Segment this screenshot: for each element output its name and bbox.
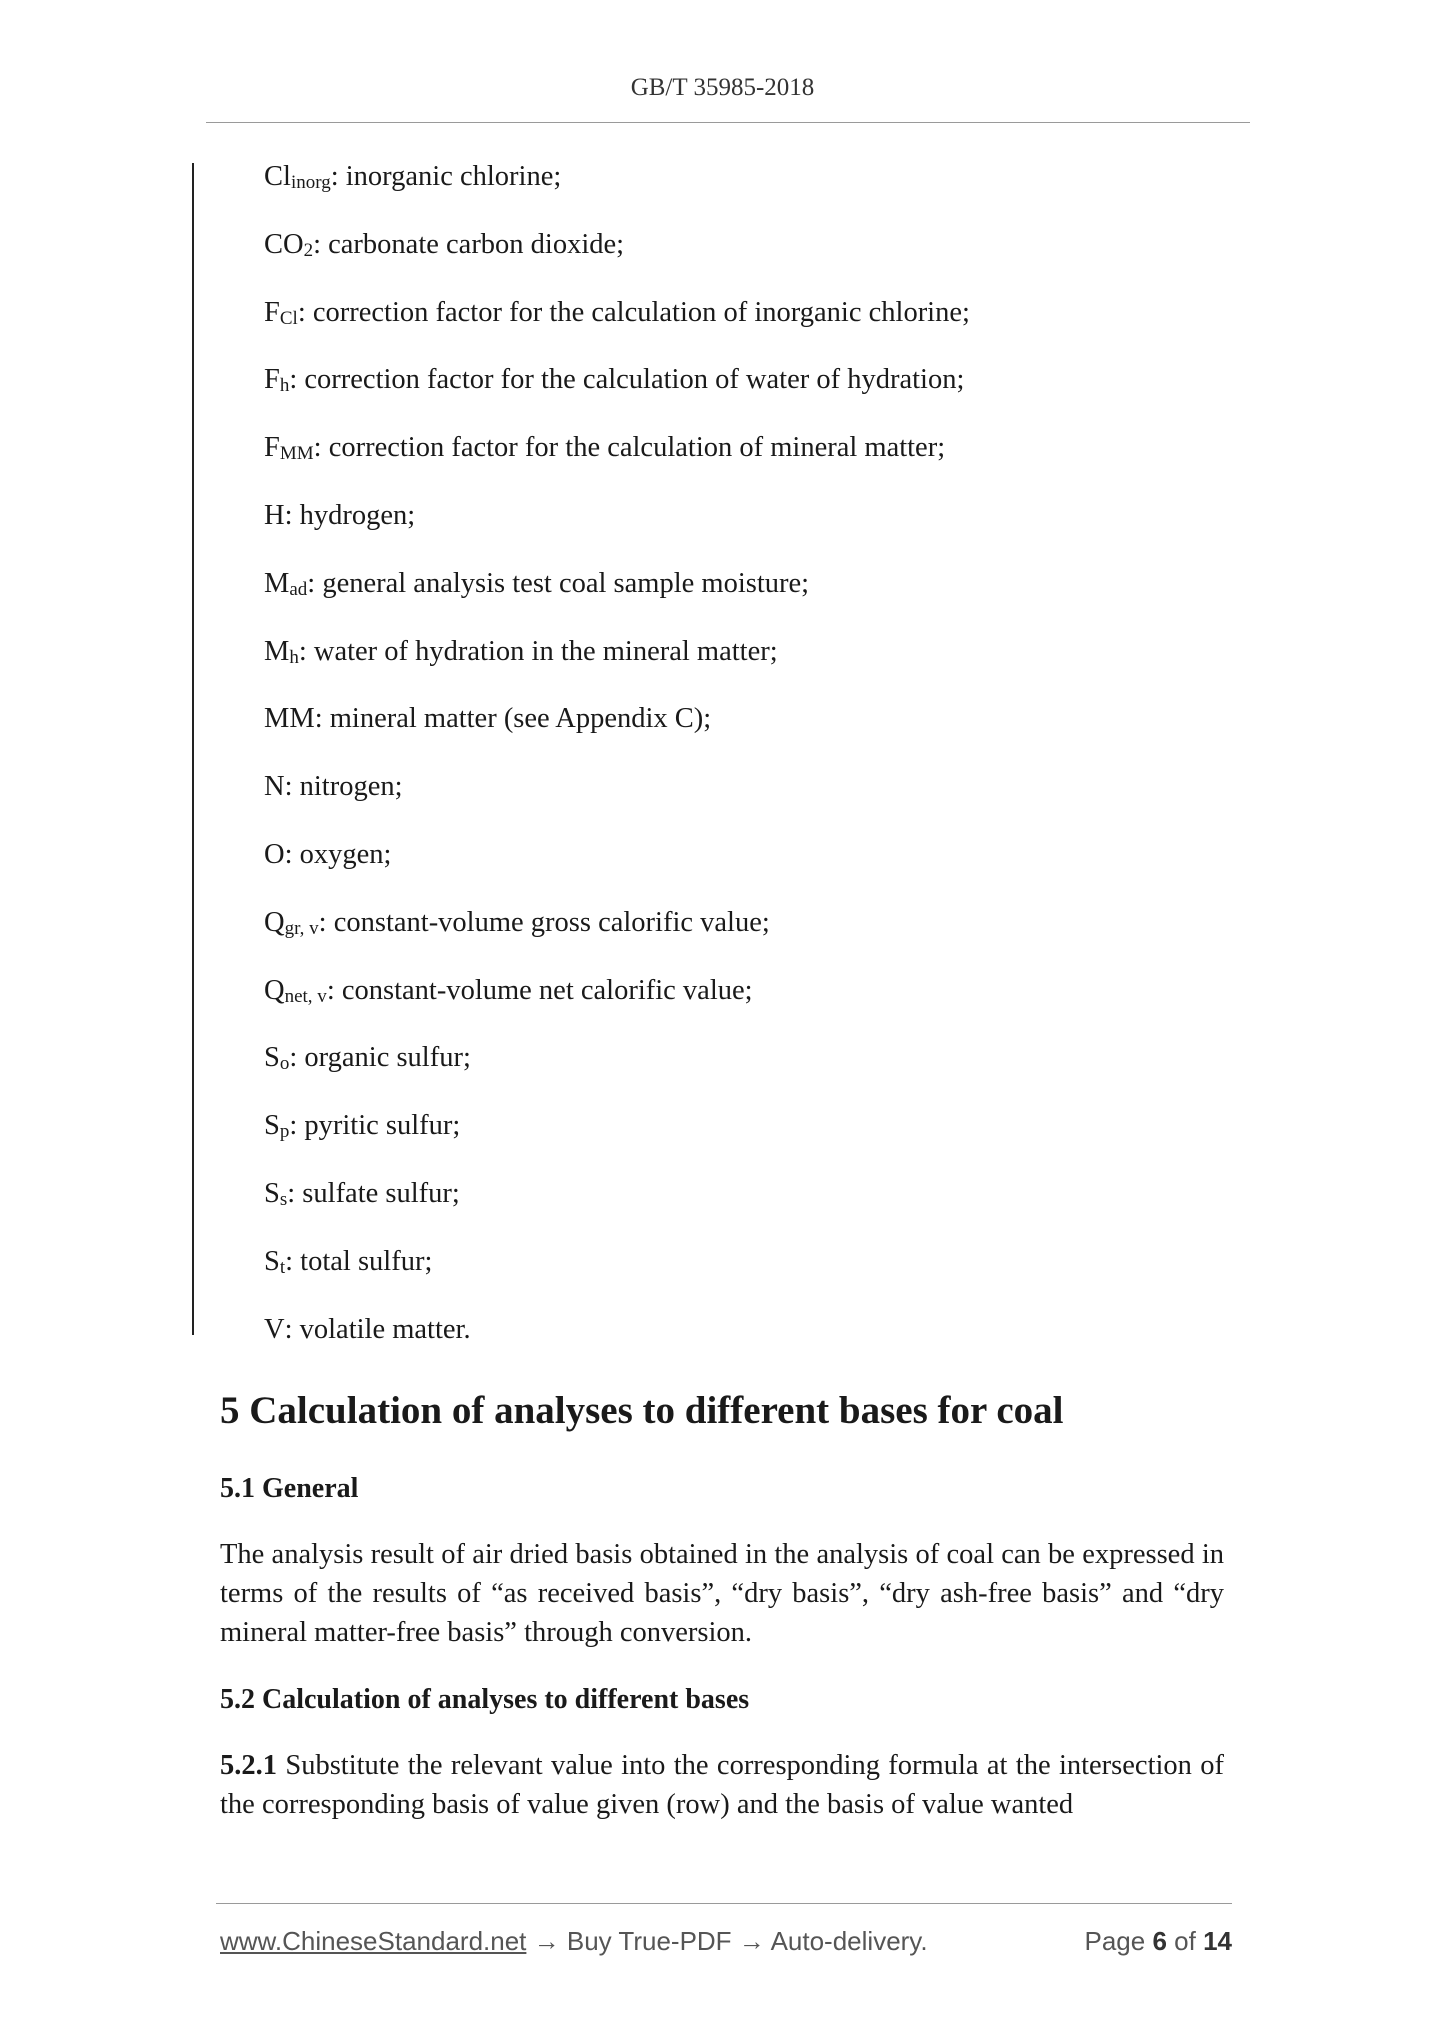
symbol-item <box>264 1104 970 1172</box>
symbol-item <box>264 494 970 562</box>
running-header: GB/T 35985-2018 <box>630 74 815 101</box>
symbol-subscript: gr, v <box>284 917 319 939</box>
symbol-definition: : nitrogen; <box>284 771 403 803</box>
symbol-subscript: MM <box>279 443 314 465</box>
symbol-definition: : organic sulfur; <box>289 1042 471 1074</box>
symbol-subscript: s <box>279 1188 288 1210</box>
symbol-definition: : oxygen; <box>284 838 392 870</box>
symbol-item <box>264 291 970 359</box>
page-footer <box>220 1926 1232 1957</box>
symbol-item <box>264 630 970 698</box>
symbol-subscript: p <box>279 1121 290 1143</box>
clause-number: 5.2.1 <box>220 1750 277 1781</box>
symbol-subscript: net, v <box>284 985 327 1007</box>
symbol-definition: : total sulfur; <box>285 1245 433 1277</box>
symbol-item <box>264 1172 970 1240</box>
page-of: of <box>1174 1926 1196 1956</box>
symbol-definition: : constant-volume gross calorific value; <box>318 906 770 938</box>
symbol-subscript: h <box>289 646 299 668</box>
symbol-definition: : mineral matter (see Appendix C); <box>314 703 712 735</box>
symbol-definition: : pyritic sulfur; <box>289 1110 461 1142</box>
symbol-item <box>264 1036 970 1104</box>
page-current: 6 <box>1152 1926 1167 1956</box>
symbol-definition: : hydrogen; <box>284 499 416 531</box>
change-bar <box>192 163 194 1335</box>
symbol-item <box>264 155 970 223</box>
symbol-definition: : correction factor for the calculation of water of hydration; <box>289 364 965 396</box>
clause-text: Substitute the relevant value into the corresponding formula at the intersection of the corresponding basis of value given (row) and the basis of value wanted <box>220 1750 1224 1820</box>
page-label: Page <box>1084 1926 1146 1956</box>
symbol-base: MM <box>264 703 315 735</box>
symbol-item <box>264 1240 970 1308</box>
footer-tagline: → Buy True-PDF → Auto-delivery. <box>526 1926 928 1956</box>
symbol-base: M <box>264 635 290 667</box>
symbol-base: F <box>264 296 280 328</box>
symbol-base: Q <box>264 974 285 1006</box>
symbol-definition: : inorganic chlorine; <box>330 161 562 192</box>
symbol-base: Q <box>264 906 285 938</box>
symbol-base: V <box>264 1313 285 1345</box>
symbol-definition: : volatile matter. <box>284 1313 471 1345</box>
page-total: 14 <box>1203 1926 1232 1956</box>
section-5 <box>220 1385 1224 1824</box>
symbol-base: F <box>264 364 280 396</box>
symbol-definition: : correction factor for the calculation of inorganic chlorine; <box>297 296 970 328</box>
symbol-item <box>264 833 970 901</box>
symbol-subscript: h <box>279 375 290 397</box>
symbol-item <box>264 426 970 494</box>
symbol-definition: : water of hydration in the mineral matter; <box>298 635 778 667</box>
symbol-subscript: o <box>279 1053 290 1075</box>
symbol-subscript: inorg <box>290 172 331 193</box>
symbol-base: O <box>264 838 285 870</box>
symbol-item <box>264 1308 970 1376</box>
section-5-1-heading: 5.1 General <box>220 1473 359 1504</box>
symbol-base: N <box>264 771 285 803</box>
symbol-item <box>264 358 970 426</box>
symbol-item <box>264 223 970 291</box>
header-divider <box>206 122 1250 123</box>
symbol-definition: : general analysis test coal sample moisture; <box>307 567 810 599</box>
symbol-base: S <box>264 1110 280 1142</box>
symbol-base: S <box>264 1042 280 1074</box>
symbol-subscript: ad <box>289 578 308 600</box>
section-5-2-heading: 5.2 Calculation of analyses to different bases <box>220 1684 750 1715</box>
section-5-heading: 5 Calculation of analyses to different bases for coal <box>220 1389 1064 1432</box>
symbol-subscript: t <box>279 1256 286 1278</box>
symbol-item <box>264 765 970 833</box>
symbol-base: M <box>264 567 290 599</box>
symbol-definition: : constant-volume net calorific value; <box>326 974 753 1006</box>
symbol-base: S <box>264 1245 280 1277</box>
symbol-item <box>264 697 970 765</box>
symbol-base: Cl <box>264 161 291 192</box>
footer-divider <box>216 1903 1232 1904</box>
symbol-base: CO <box>264 228 304 260</box>
symbol-subscript: Cl <box>279 307 298 329</box>
symbol-definition: : correction factor for the calculation of mineral matter; <box>313 432 946 464</box>
website-link[interactable]: www.ChineseStandard.net <box>220 1926 527 1956</box>
symbol-item <box>264 901 970 969</box>
section-5-1-paragraph: The analysis result of air dried basis obtained in the analysis of coal can be expressed in terms of the results of “as received basis”, “dry basis”, “dry ash-free basis” and “dry mineral matter-free basis” through conversion. <box>220 1539 1224 1648</box>
symbol-base: S <box>264 1177 280 1209</box>
symbol-item <box>264 969 970 1037</box>
page-indicator <box>1084 1926 1232 1957</box>
symbol-definition: : sulfate sulfur; <box>287 1177 460 1209</box>
symbol-item <box>264 562 970 630</box>
symbol-list <box>264 155 970 1375</box>
section-5-2-1-paragraph <box>220 1746 1224 1824</box>
symbol-definition: : carbonate carbon dioxide; <box>313 228 625 260</box>
symbol-subscript: 2 <box>303 239 314 261</box>
symbol-base: H <box>264 499 285 531</box>
symbol-base: F <box>264 432 280 464</box>
